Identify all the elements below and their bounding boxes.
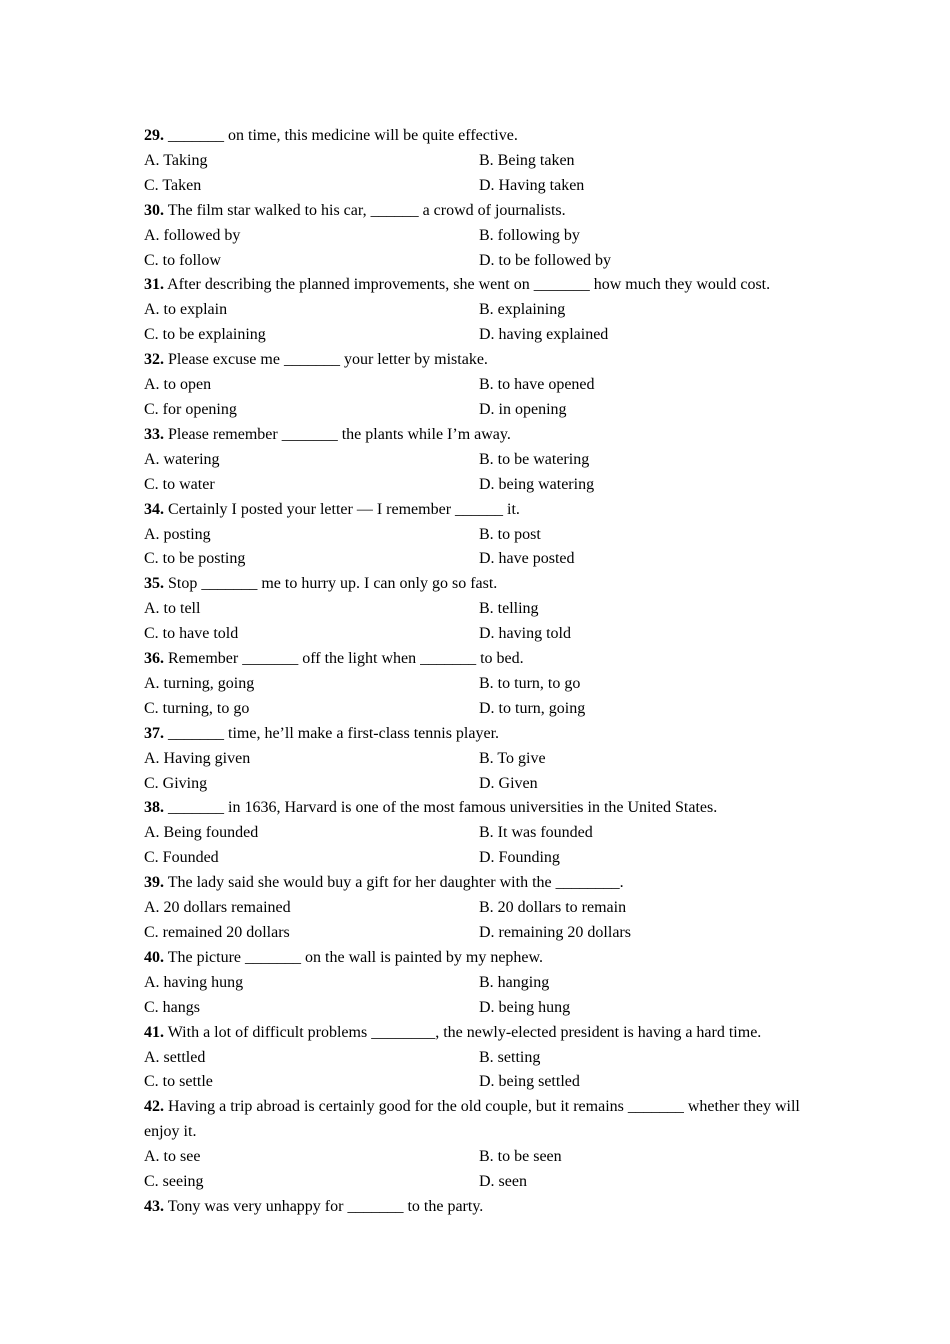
question-text: Please excuse me _______ your letter by mistake. (168, 351, 488, 369)
question-stem (144, 1095, 804, 1145)
answer-option: C. for opening (144, 400, 237, 418)
question-block (144, 572, 804, 647)
question-block (144, 273, 804, 348)
answer-option: C. Founded (144, 849, 219, 867)
answer-option: B. 20 dollars to remain (479, 899, 627, 917)
answer-option: B. to turn, to go (479, 674, 581, 692)
answer-option: A. followed by (144, 226, 241, 244)
answer-option: C. seeing (144, 1173, 204, 1191)
question-block (144, 423, 804, 498)
options-grid (144, 747, 804, 797)
answer-option: C. to have told (144, 625, 239, 643)
exercise-page (144, 124, 804, 1220)
options-grid (144, 672, 804, 722)
answer-option: B. hanging (479, 973, 550, 991)
answer-option: A. to open (144, 376, 212, 394)
answer-option: A. watering (144, 450, 220, 468)
question-block (144, 199, 804, 274)
question-stem (144, 124, 804, 149)
question-stem (144, 796, 804, 821)
question-block (144, 722, 804, 797)
question-block (144, 871, 804, 946)
question-block (144, 1195, 804, 1220)
answer-option: B. setting (479, 1048, 541, 1066)
question-text: Stop _______ me to hurry up. I can only go so fast. (168, 575, 498, 593)
options-grid (144, 1145, 804, 1195)
answer-option: A. turning, going (144, 674, 255, 692)
answer-option: A. settled (144, 1048, 206, 1066)
question-text: Certainly I posted your letter — I remember ______ it. (168, 500, 520, 518)
answer-option: C. to water (144, 475, 215, 493)
answer-option: A. having hung (144, 973, 244, 991)
question-text: Tony was very unhappy for _______ to the party. (167, 1197, 484, 1215)
question-block (144, 1095, 804, 1195)
question-number: 29. (144, 127, 164, 144)
answer-option: A. to explain (144, 301, 228, 319)
answer-option: C. to follow (144, 251, 221, 269)
question-stem (144, 946, 804, 971)
options-grid (144, 149, 804, 199)
question-stem (144, 498, 804, 523)
answer-option: B. to be watering (479, 450, 590, 468)
answer-option: D. in opening (479, 400, 567, 418)
question-stem (144, 647, 804, 672)
question-text: _______ on time, this medicine will be quite effective. (168, 127, 518, 144)
answer-option: A. Having given (144, 749, 251, 767)
question-block (144, 796, 804, 871)
answer-option: D. to be followed by (479, 251, 611, 269)
question-number: 41. (144, 1023, 164, 1041)
question-text: Having a trip abroad is certainly good for the old couple, but it remains _______ whether they will enjoy it. (144, 1098, 800, 1141)
question-text: Please remember _______ the plants while I’m away. (168, 425, 511, 443)
answer-option: D. having explained (479, 326, 609, 344)
question-number: 43. (144, 1197, 164, 1215)
options-grid (144, 896, 804, 946)
question-number: 42. (144, 1098, 164, 1116)
question-number: 32. (144, 351, 164, 369)
question-stem (144, 273, 804, 298)
question-number: 37. (144, 724, 164, 742)
question-text: Remember _______ off the light when _______ to bed. (168, 650, 524, 668)
question-stem (144, 871, 804, 896)
question-stem (144, 1021, 804, 1046)
question-text: With a lot of difficult problems ________, the newly-elected president is having a hard time. (167, 1023, 762, 1041)
answer-option: A. Being founded (144, 824, 259, 842)
answer-option: D. remaining 20 dollars (479, 924, 631, 941)
answer-option: C. Giving (144, 774, 208, 792)
options-grid (144, 971, 804, 1021)
answer-option: B. to be seen (479, 1148, 562, 1166)
question-number: 31. (144, 276, 164, 294)
question-block (144, 1021, 804, 1096)
question-stem (144, 722, 804, 747)
question-number: 33. (144, 425, 164, 443)
answer-option: A. 20 dollars remained (144, 899, 291, 917)
options-grid (144, 448, 804, 498)
answer-option: D. having told (479, 625, 571, 643)
question-number: 36. (144, 650, 164, 668)
answer-option: B. Being taken (479, 151, 575, 169)
question-number: 30. (144, 201, 164, 219)
answer-option: D. Given (479, 774, 538, 792)
answer-option: D. being settled (479, 1073, 580, 1091)
question-text: After describing the planned improvements, she went on _______ how much they would cost. (167, 276, 771, 294)
answer-option: C. turning, to go (144, 699, 250, 717)
answer-option: D. being watering (479, 475, 595, 493)
question-number: 34. (144, 500, 164, 518)
options-grid (144, 224, 804, 274)
answer-option: B. To give (479, 749, 546, 767)
question-number: 35. (144, 575, 164, 593)
answer-option: B. to have opened (479, 376, 595, 394)
options-grid (144, 821, 804, 871)
answer-option: D. to turn, going (479, 699, 586, 717)
question-block (144, 124, 804, 199)
answer-option: D. Having taken (479, 176, 585, 194)
answer-option: A. to see (144, 1148, 201, 1166)
question-block (144, 647, 804, 722)
question-number: 38. (144, 799, 164, 817)
answer-option: B. explaining (479, 301, 566, 319)
answer-option: B. to post (479, 525, 541, 543)
answer-option: C. Taken (144, 176, 202, 194)
options-grid (144, 1046, 804, 1096)
question-stem (144, 199, 804, 224)
answer-option: C. hangs (144, 998, 200, 1016)
question-block (144, 348, 804, 423)
question-stem (144, 348, 804, 373)
answer-option: A. Taking (144, 151, 208, 169)
answer-option: B. It was founded (479, 824, 593, 842)
answer-option: C. remained 20 dollars (144, 924, 290, 941)
question-stem (144, 572, 804, 597)
answer-option: A. posting (144, 525, 211, 543)
answer-option: A. to tell (144, 600, 201, 618)
answer-option: D. have posted (479, 550, 575, 568)
answer-option: C. to be posting (144, 550, 246, 568)
answer-option: C. to settle (144, 1073, 213, 1091)
answer-option: D. Founding (479, 849, 560, 867)
question-text: The lady said she would buy a gift for her daughter with the ________. (167, 874, 624, 892)
question-block (144, 946, 804, 1021)
question-text: The film star walked to his car, ______ a crowd of journalists. (167, 201, 566, 219)
question-block (144, 498, 804, 573)
answer-option: B. following by (479, 226, 580, 244)
answer-option: D. seen (479, 1173, 527, 1191)
question-text: The picture _______ on the wall is painted by my nephew. (167, 948, 544, 966)
question-text: _______ in 1636, Harvard is one of the most famous universities in the United States. (168, 799, 718, 817)
options-grid (144, 523, 804, 573)
question-stem (144, 423, 804, 448)
answer-option: B. telling (479, 600, 539, 618)
options-grid (144, 298, 804, 348)
options-grid (144, 373, 804, 423)
question-text: _______ time, he’ll make a first-class tennis player. (168, 724, 500, 742)
options-grid (144, 597, 804, 647)
question-number: 40. (144, 948, 164, 966)
answer-option: C. to be explaining (144, 326, 266, 344)
question-stem (144, 1195, 804, 1220)
answer-option: D. being hung (479, 998, 571, 1016)
question-number: 39. (144, 874, 164, 892)
